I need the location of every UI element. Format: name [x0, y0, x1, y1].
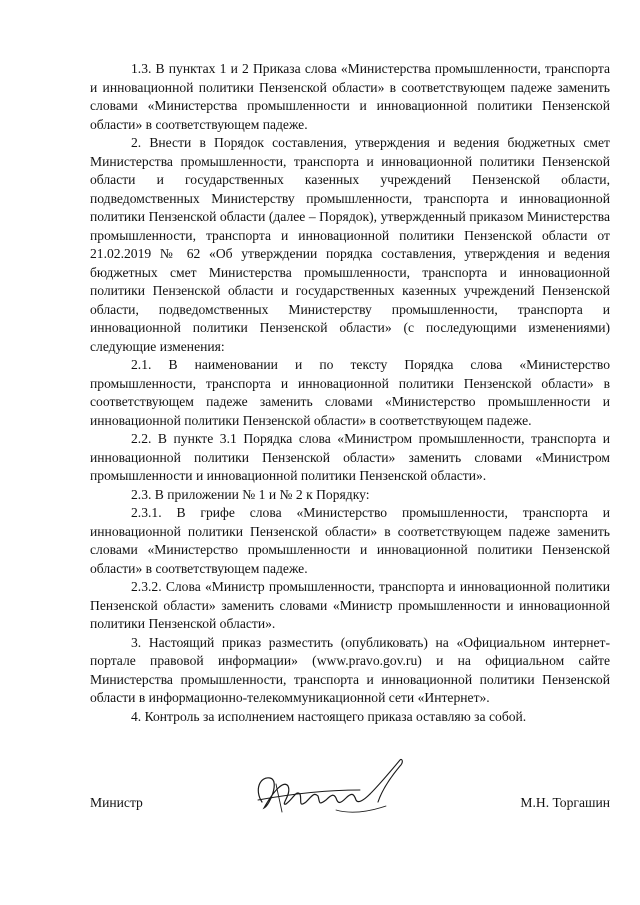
paragraph-2-3-2: 2.3.2. Слова «Министр промышленности, транспорта и инновационной политики Пензенской области» заменить словами «Министр промышленности и инновационной политики Пензенской области». — [90, 579, 610, 631]
paragraph-2: 2. Внести в Порядок составления, утверждения и ведения бюджетных смет Министерства промышленности, транспорта и инновационной политики Пензенской области и государственных казенных учреждений Пензенской области, подведомственных Министерству промышленности, транспорта и инновационной политики Пензенской области (далее – Порядок), утвержденный приказом Министерства промышленности, транспорта и инновационной политики Пензенской области от 21.02.2019 № 62 «Об утверждении порядка составления, утверждения и ведения бюджетных смет Министерства промышленности, транспорта и инновационной политики Пензенской области и государственных казенных учреждений Пензенской области, подведомственных Министерству промышленности, транспорта и инновационной политики Пензенской области» (с последующими изменениями) следующие изменения: — [90, 135, 610, 354]
position-title: Министр — [90, 795, 143, 810]
handwritten-signature — [240, 750, 415, 830]
paragraph-2-3: 2.3. В приложении № 1 и № 2 к Порядку: — [131, 486, 370, 502]
signature-row — [90, 795, 610, 817]
paragraph-2-2: 2.2. В пункте 3.1 Порядка слова «Министром промышленности, транспорта и инновационной политики Пензенской области» заменить словами «Министром промышленности и инновационной политики Пензенской области». — [90, 431, 610, 483]
paragraph-2-1: 2.1. В наименовании и по тексту Порядка слова «Министерство промышленности, транспорта и инновационной политики Пензенской области» в соответствующем падеже заменить словами «Министерство промышленности и инновационной политики Пензенской области» в соответствующем падеже. — [90, 357, 610, 428]
paragraph-4: 4. Контроль за исполнением настоящего приказа оставляю за собой. — [131, 708, 527, 724]
paragraph-1-3: 1.3. В пунктах 1 и 2 Приказа слова «Министерства промышленности, транспорта и инновационной политики Пензенской области» в соответствующем падеже заменить словами «Министерства промышленности и инновационной политики Пензенской области» в соответствующем падеже. — [90, 61, 610, 132]
paragraph-3: 3. Настоящий приказ разместить (опубликовать) на «Официальном интернет-портале правовой информации» (www.pravo.gov.ru) и на официальном сайте Министерства промышленности, транспорта и инновационной политики Пензенской области в информационно-телекоммуникационной сети «Интернет». — [90, 634, 610, 705]
document-body — [90, 60, 610, 726]
paragraph-2-3-1: 2.3.1. В грифе слова «Министерство промышленности, транспорта и инновационной политики Пензенской области» в соответствующем падеже заменить словами «Министерство промышленности и инновационной политики Пензенской области» в соответствующем падеже. — [90, 505, 610, 576]
signatory-name: М.Н. Торгашин — [520, 795, 610, 810]
